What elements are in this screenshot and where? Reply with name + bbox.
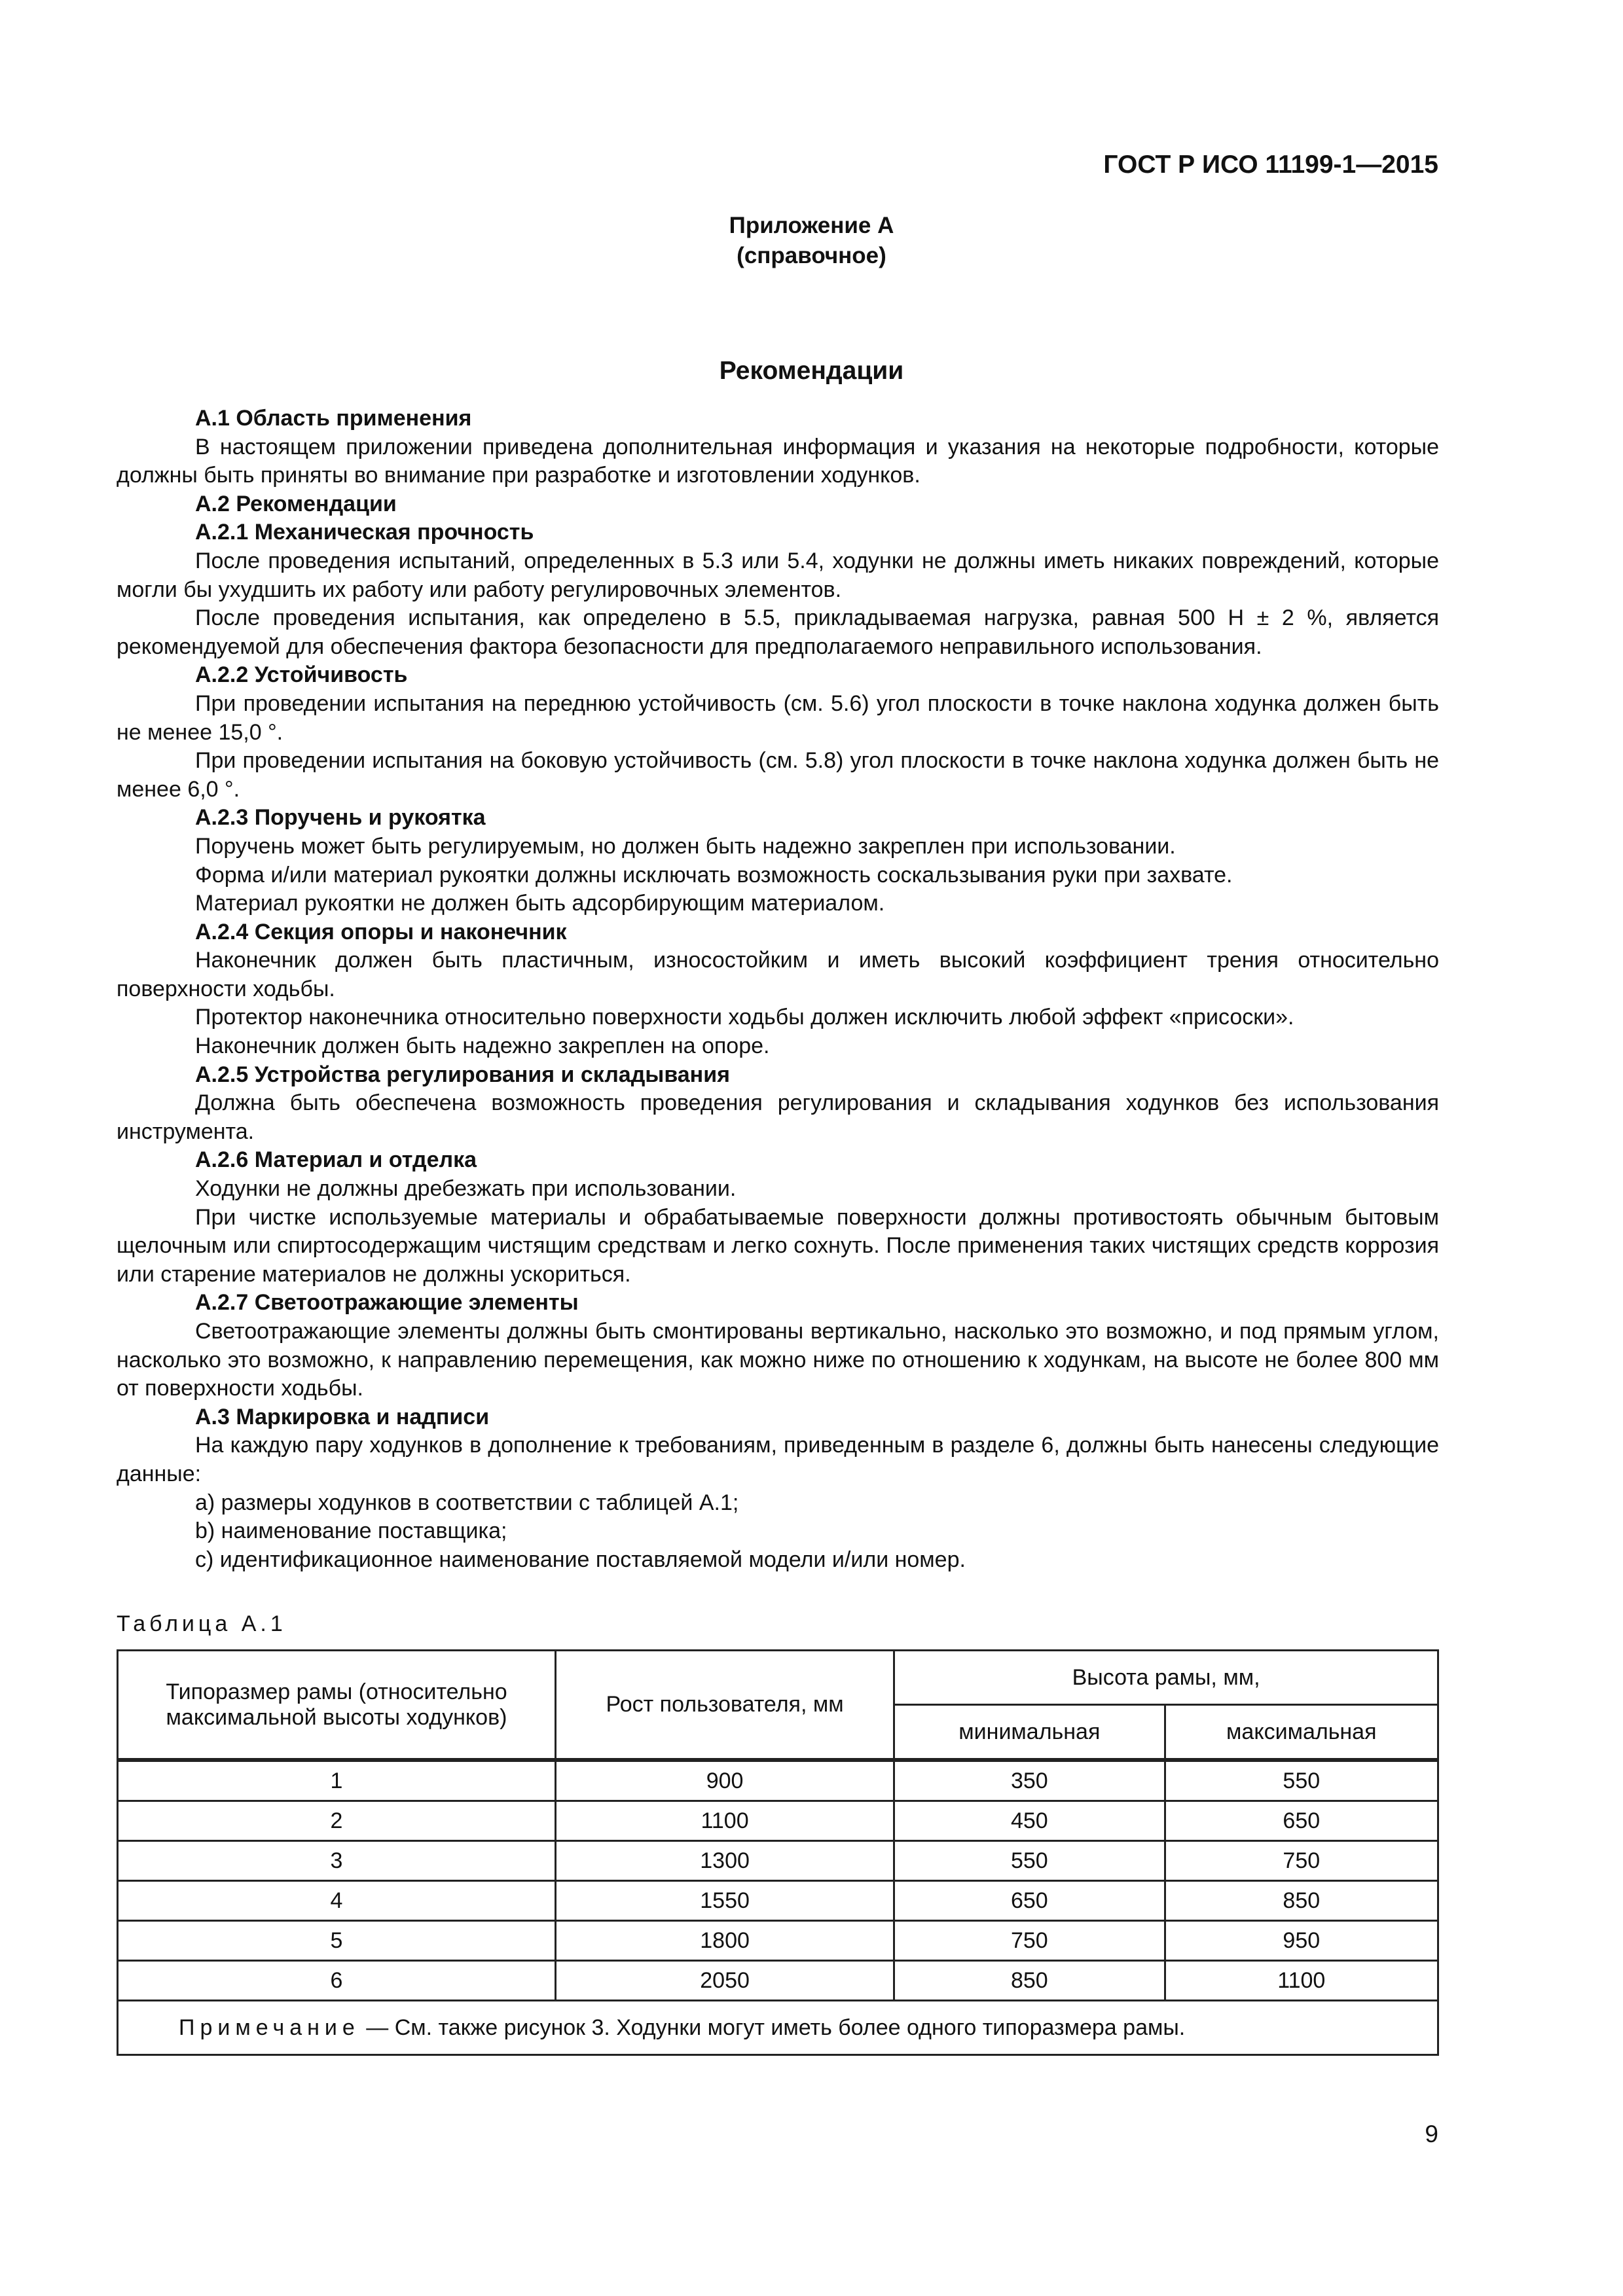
paragraph: Наконечник должен быть надежно закреплен на опоре. — [195, 1033, 770, 1059]
table-note — [118, 2001, 1438, 2055]
table-note-row — [118, 2001, 1438, 2055]
paragraph: Материал рукоятки не должен быть адсорбирующим материалом. — [195, 891, 885, 916]
cell-height: 900 — [556, 1760, 894, 1801]
cell-min: 350 — [894, 1760, 1165, 1801]
cell-size: 3 — [118, 1841, 556, 1881]
paragraph: Ходунки не должны дребезжать при использовании. — [195, 1176, 737, 1202]
cell-min: 450 — [894, 1801, 1165, 1841]
paragraph: После проведения испытаний, определенных в 5.3 или 5.4, ходунки не должны иметь никаких повреждений, которые могли бы ухудшить их работу или работу регулировочных элементов. — [117, 548, 1439, 602]
heading-a2-1: А.2.1 Механическая прочность — [195, 520, 534, 545]
cell-size: 5 — [118, 1921, 556, 1961]
paragraph: При проведении испытания на боковую устойчивость (см. 5.8) угол плоскости в точке наклона ходунка должен быть не менее 6,0 °. — [117, 748, 1439, 802]
cell-size: 4 — [118, 1881, 556, 1921]
table-row — [118, 1881, 1438, 1921]
table-a1 — [117, 1649, 1439, 2056]
cell-size: 2 — [118, 1801, 556, 1841]
cell-height: 1800 — [556, 1921, 894, 1961]
cell-height: 1300 — [556, 1841, 894, 1881]
cell-max: 850 — [1165, 1881, 1438, 1921]
list-item: b) наименование поставщика; — [195, 1518, 507, 1544]
cell-max: 650 — [1165, 1801, 1438, 1841]
paragraph: Должна быть обеспечена возможность проведения регулирования и складывания ходунков без использования инструмента. — [117, 1090, 1439, 1144]
heading-a2-6: А.2.6 Материал и отделка — [195, 1147, 477, 1173]
header-max: максимальная — [1165, 1705, 1438, 1761]
header-frame-height: Высота рамы, мм, — [894, 1651, 1438, 1705]
paragraph: На каждую пару ходунков в дополнение к требованиям, приведенным в разделе 6, должны быть нанесены следующие данные: — [117, 1433, 1439, 1486]
appendix-title: Приложение А — [729, 213, 894, 238]
table-caption: Таблица А.1 — [117, 1611, 287, 1636]
header-min: минимальная — [894, 1705, 1165, 1761]
cell-height: 2050 — [556, 1961, 894, 2001]
cell-max: 1100 — [1165, 1961, 1438, 2001]
heading-a2-4: А.2.4 Секция опоры и наконечник — [195, 919, 567, 944]
note-label: Примечание — [179, 2015, 360, 2040]
body-text — [117, 404, 1439, 1574]
cell-max: 550 — [1165, 1760, 1438, 1801]
paragraph: Наконечник должен быть пластичным, износостойким и иметь высокий коэффициент трения относительно поверхности ходьбы. — [117, 948, 1439, 1001]
document-code: ГОСТ Р ИСО 11199-1—2015 — [1103, 151, 1438, 179]
paragraph: Поручень может быть регулируемым, но должен быть надежно закреплен при использовании. — [195, 833, 1176, 859]
cell-min: 650 — [894, 1881, 1165, 1921]
heading-a1: А.1 Область применения — [195, 406, 472, 431]
page-number: 9 — [1425, 2121, 1438, 2147]
section-title: Рекомендации — [719, 357, 904, 385]
cell-min: 750 — [894, 1921, 1165, 1961]
paragraph: Протектор наконечника относительно поверхности ходьбы должен исключить любой эффект «присоски». — [195, 1005, 1294, 1030]
paragraph: Светоотражающие элементы должны быть смонтированы вертикально, насколько это возможно, и под прямым углом, насколько это возможно, к направлению перемещения, как можно ниже по отношению к ходункам, на высоте не более 800 мм от поверхности ходьбы. — [117, 1319, 1439, 1401]
list-item: a) размеры ходунков в соответствии с таблицей А.1; — [195, 1490, 739, 1515]
table-row — [118, 1921, 1438, 1961]
heading-a2-7: А.2.7 Светоотражающие элементы — [195, 1290, 579, 1316]
heading-a2-2: А.2.2 Устойчивость — [195, 662, 408, 688]
table-row — [118, 1841, 1438, 1881]
cell-height: 1100 — [556, 1801, 894, 1841]
paragraph: При чистке используемые материалы и обрабатываемые поверхности должны противостоять обычным бытовым щелочным или спиртосодержащим чистящим средствам и легко сохнуть. После применения таких чистящих средств коррозия или старение материалов не должны ускориться. — [117, 1204, 1439, 1287]
note-text: — См. также рисунок 3. Ходунки могут иметь более одного типоразмера рамы. — [359, 2015, 1186, 2040]
table-row — [118, 1801, 1438, 1841]
cell-max: 750 — [1165, 1841, 1438, 1881]
cell-size: 6 — [118, 1961, 556, 2001]
table-row — [118, 1760, 1438, 1801]
table-row — [118, 1961, 1438, 2001]
paragraph: После проведения испытания, как определено в 5.5, прикладываемая нагрузка, равная 500 Н ± 2 %, является рекомендуемой для обеспечения фактора безопасности для предполагаемого неправильного использования. — [117, 605, 1439, 659]
heading-a2-5: А.2.5 Устройства регулирования и складывания — [195, 1062, 730, 1087]
list-item: c) идентификационное наименование поставляемой модели и/или номер. — [195, 1547, 966, 1572]
appendix-status: (справочное) — [737, 243, 886, 268]
heading-a2-3: А.2.3 Поручень и рукоятка — [195, 805, 486, 831]
header-size: Типоразмер рамы (относительно максимальной высоты ходунков) — [118, 1651, 556, 1761]
header-user-height: Рост пользователя, мм — [556, 1651, 894, 1761]
heading-a3: А.3 Маркировка и надписи — [195, 1404, 490, 1429]
appendix-heading — [0, 211, 1623, 271]
cell-min: 850 — [894, 1961, 1165, 2001]
cell-min: 550 — [894, 1841, 1165, 1881]
cell-max: 950 — [1165, 1921, 1438, 1961]
paragraph: При проведении испытания на переднюю устойчивость (см. 5.6) угол плоскости в точке наклона ходунка должен быть не менее 15,0 °. — [117, 691, 1439, 745]
cell-height: 1550 — [556, 1881, 894, 1921]
cell-size: 1 — [118, 1760, 556, 1801]
paragraph: Форма и/или материал рукоятки должны исключать возможность соскальзывания руки при захвате. — [195, 862, 1233, 888]
paragraph: В настоящем приложении приведена дополнительная информация и указания на некоторые подробности, которые должны быть приняты во внимание при разработке и изготовлении ходунков. — [117, 434, 1439, 488]
heading-a2: А.2 Рекомендации — [195, 491, 397, 516]
